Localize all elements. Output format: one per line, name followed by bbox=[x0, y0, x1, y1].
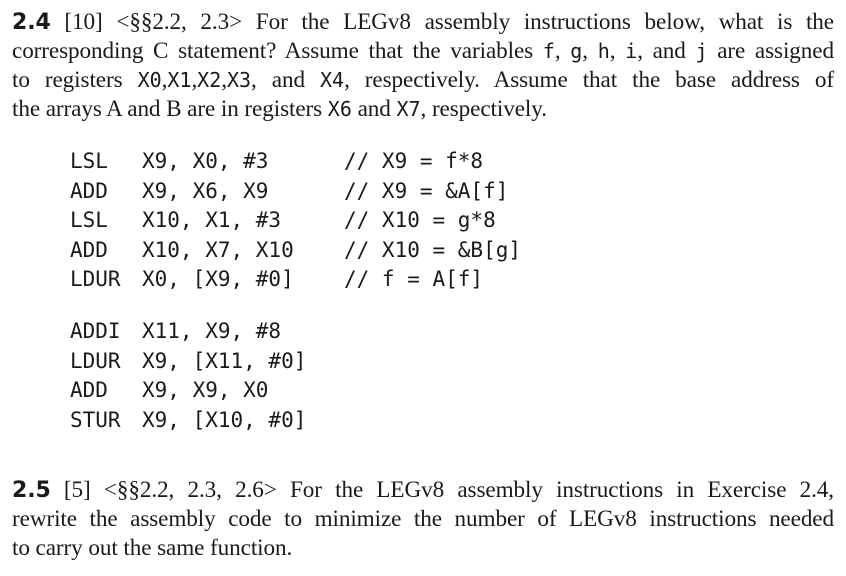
instruction-operands: X11, X9, #8 bbox=[142, 319, 282, 343]
text-segment: , respectively. bbox=[420, 96, 547, 122]
exercise-sections: <§§2.2, 2.3, 2.6> bbox=[103, 477, 277, 503]
instruction-opcode: LSL bbox=[70, 208, 108, 232]
exercise-number: 2.5 bbox=[12, 478, 51, 503]
code-comment: // X9 = f*8 bbox=[344, 149, 484, 173]
inline-code: X6 bbox=[327, 97, 352, 121]
inline-code: X7 bbox=[396, 97, 421, 121]
inline-code: X1 bbox=[167, 68, 192, 92]
exercise-2-5 bbox=[12, 476, 834, 563]
text-segment: and bbox=[351, 96, 397, 122]
inline-code: g bbox=[570, 39, 583, 63]
code-comment: // f = A[f] bbox=[344, 267, 484, 291]
exercise-2-5-line-1 bbox=[12, 476, 834, 505]
instruction-operands: X9, [X10, #0] bbox=[142, 407, 307, 432]
text-segment: rewrite the assembly code to minimize the number of LEGv8 instructions needed bbox=[12, 506, 834, 532]
text-segment: , bbox=[221, 67, 227, 93]
exercise-points: [10] bbox=[64, 9, 103, 35]
exercise-2-5-line-3 bbox=[12, 534, 834, 563]
text-segment: , bbox=[554, 38, 571, 64]
inline-code: X2 bbox=[197, 68, 222, 92]
instruction-opcode: ADD bbox=[70, 237, 108, 262]
text-segment: to carry out the same function. bbox=[12, 535, 293, 561]
instruction-opcode: ADD bbox=[70, 178, 108, 203]
text-segment: For the LEGv8 assembly instructions below, what is the bbox=[242, 9, 834, 35]
inline-code: X4 bbox=[319, 68, 345, 92]
instruction-operands: X0, [X9, #0] bbox=[142, 267, 294, 291]
instruction-opcode: LDUR bbox=[70, 348, 121, 373]
exercise-2-4-line-3 bbox=[12, 66, 834, 95]
inline-code: X0 bbox=[137, 68, 162, 92]
text-segment: , bbox=[191, 67, 198, 93]
text-segment: , bbox=[609, 38, 626, 64]
text-segment: , respectively. Assume that the base address of bbox=[344, 67, 834, 93]
instruction-operands: X9, X0, #3 bbox=[142, 149, 269, 173]
code-comment: // X9 = &A[f] bbox=[344, 178, 509, 203]
instruction-operands: X9, X9, X0 bbox=[142, 378, 269, 402]
inline-code: j bbox=[695, 39, 708, 63]
instruction-opcode: LDUR bbox=[70, 267, 121, 291]
instruction-opcode: STUR bbox=[70, 407, 121, 432]
text-segment: the arrays A and B are in registers bbox=[12, 96, 328, 122]
inline-code: i bbox=[625, 39, 638, 63]
exercise-2-4-line-1 bbox=[12, 8, 834, 37]
text-segment: corresponding C statement? Assume that the variables bbox=[12, 38, 543, 64]
code-comment: // X10 = &B[g] bbox=[344, 237, 522, 262]
exercise-2-4-line-4 bbox=[12, 95, 834, 124]
text-segment: For the LEGv8 assembly instructions in Exercise 2.4, bbox=[276, 477, 834, 503]
text-segment: , and bbox=[251, 67, 320, 93]
inline-code: X3 bbox=[226, 68, 252, 92]
exercise-2-5-line-2 bbox=[12, 505, 834, 534]
inline-code: f bbox=[542, 39, 555, 63]
text-segment: , bbox=[161, 67, 168, 93]
code-comment: // X10 = g*8 bbox=[344, 208, 496, 232]
instruction-operands: X10, X7, X10 bbox=[142, 237, 294, 262]
text-segment: to registers bbox=[12, 67, 138, 93]
instruction-opcode: ADD bbox=[70, 378, 108, 402]
text-segment: , bbox=[582, 38, 598, 64]
exercise-number: 2.4 bbox=[12, 10, 51, 35]
exercise-2-4 bbox=[12, 8, 834, 124]
instruction-opcode: ADDI bbox=[70, 319, 121, 343]
instruction-operands: X9, [X11, #0] bbox=[142, 348, 307, 373]
exercise-2-4-line-2 bbox=[12, 37, 834, 66]
instruction-operands: X10, X1, #3 bbox=[142, 208, 282, 232]
instruction-operands: X9, X6, X9 bbox=[142, 178, 269, 203]
instruction-opcode: LSL bbox=[70, 149, 108, 173]
text-segment: , and bbox=[637, 38, 696, 64]
inline-code: h bbox=[597, 39, 610, 63]
text-segment: are assigned bbox=[707, 38, 834, 64]
exercise-sections: <§§2.2, 2.3> bbox=[116, 9, 243, 35]
exercise-points: [5] bbox=[63, 477, 91, 503]
